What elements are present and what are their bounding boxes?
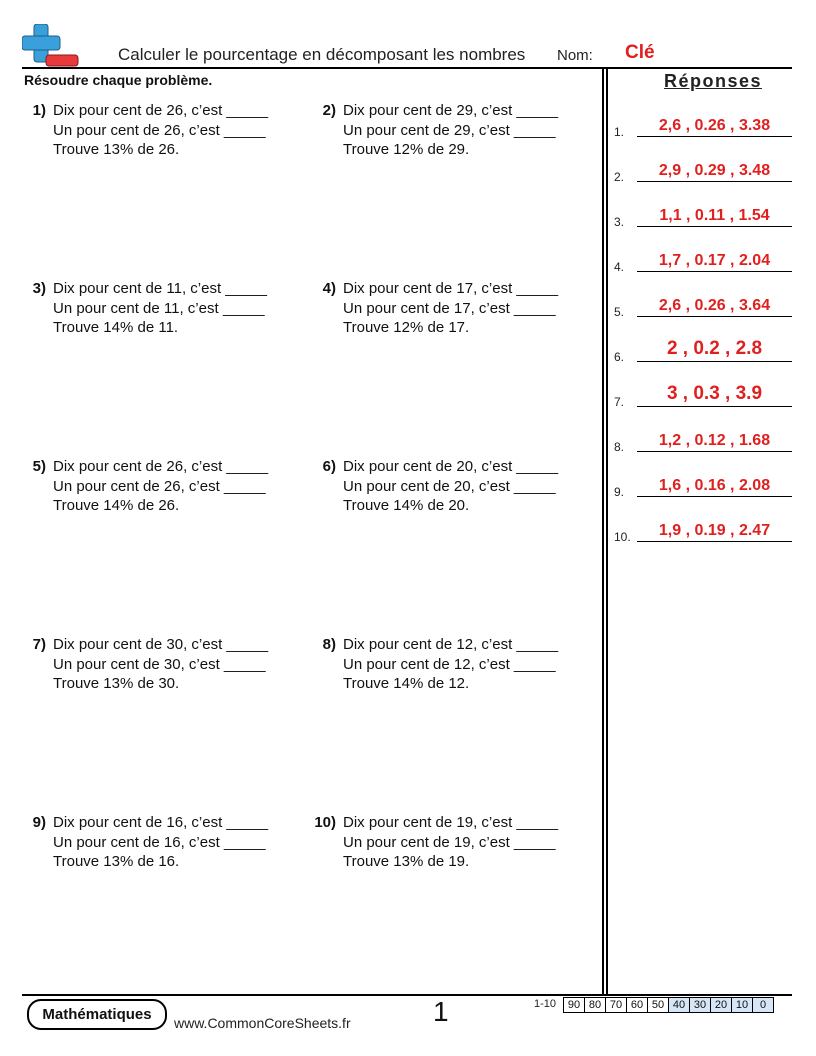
problem-number: 4): [322, 280, 336, 297]
answer-value: 3 , 0.3 , 3.9: [666, 383, 763, 404]
answer-number: 10.: [614, 530, 631, 544]
answer-line: [637, 226, 792, 227]
answer-number: 1.: [614, 125, 625, 139]
answer-line: [637, 406, 792, 407]
answer-line: [637, 271, 792, 272]
answer-row: [614, 205, 792, 229]
score-cell: 50: [648, 998, 669, 1013]
answer-line: [637, 316, 792, 317]
instructions: Résoudre chaque problème.: [24, 72, 213, 88]
answer-number: 7.: [614, 395, 625, 409]
problem-number: 3): [32, 280, 46, 297]
problem-line: Dix pour cent de 17, c’est _____: [343, 280, 559, 297]
problem-number: 9): [32, 814, 46, 831]
score-cell: 70: [606, 998, 627, 1013]
problem-line: Un pour cent de 11, c’est _____: [53, 299, 265, 317]
problem-line: Dix pour cent de 26, c’est _____: [53, 102, 269, 119]
problem-number: 6): [322, 458, 336, 475]
answer-number: 3.: [614, 215, 625, 229]
column-divider: [602, 67, 604, 995]
problem-line: Trouve 14% de 11.: [53, 319, 179, 336]
problem-number: 5): [32, 458, 46, 475]
problem-line: Trouve 12% de 17.: [343, 319, 470, 336]
answer-value: 1,9 , 0.19 , 2.47: [658, 522, 771, 539]
answer-number: 6.: [614, 350, 625, 364]
answer-row: [614, 115, 792, 139]
column-divider: [606, 67, 608, 995]
problem-number: 2): [322, 102, 336, 119]
answer-number: 2.: [614, 170, 625, 184]
worksheet-title: Calculer le pourcentage en décomposant les nombres: [118, 45, 526, 64]
problem-line: Trouve 13% de 30.: [53, 675, 180, 692]
answer-row: [614, 520, 792, 544]
problem-line: Un pour cent de 19, c’est _____: [343, 833, 556, 851]
problem-line: Trouve 13% de 26.: [53, 141, 180, 158]
problem-number: 7): [32, 636, 46, 653]
problem-line: Trouve 14% de 20.: [343, 497, 470, 514]
problem-line: Trouve 12% de 29.: [343, 141, 470, 158]
answer-line: [637, 541, 792, 542]
answer-key-label: Clé: [625, 42, 655, 63]
problem-line: Un pour cent de 16, c’est _____: [53, 833, 266, 851]
problem-line: Un pour cent de 29, c’est _____: [343, 121, 556, 139]
answer-number: 8.: [614, 440, 625, 454]
name-label: Nom:: [557, 47, 593, 64]
score-cell: 90: [564, 998, 585, 1013]
problem-line: Dix pour cent de 16, c’est _____: [53, 814, 269, 831]
answer-row: [614, 385, 792, 409]
page-number: 1: [433, 996, 449, 1027]
problem-line: Dix pour cent de 29, c’est _____: [343, 102, 559, 119]
problem-line: Dix pour cent de 11, c’est _____: [53, 280, 268, 297]
footer-divider: [22, 994, 792, 996]
problem-line: Trouve 14% de 12.: [343, 675, 470, 692]
answer-number: 5.: [614, 305, 625, 319]
problem-line: Un pour cent de 26, c’est _____: [53, 477, 266, 495]
plus-minus-logo-icon: [22, 24, 80, 68]
answer-value: 1,6 , 0.16 , 2.08: [658, 477, 771, 494]
answer-line: [637, 451, 792, 452]
answer-value: 1,2 , 0.12 , 1.68: [658, 432, 771, 449]
problem-line: Trouve 14% de 26.: [53, 497, 180, 514]
answer-line: [637, 361, 792, 362]
score-cell: 40: [669, 998, 690, 1013]
score-cell: 0: [753, 998, 774, 1013]
brand-badge: Mathématiques: [27, 999, 167, 1030]
score-cell: 20: [711, 998, 732, 1013]
problem-line: Un pour cent de 12, c’est _____: [343, 655, 556, 673]
score-cell: 60: [627, 998, 648, 1013]
answer-row: [614, 295, 792, 319]
answer-number: 4.: [614, 260, 625, 274]
answer-value: 1,1 , 0.11 , 1.54: [659, 207, 770, 224]
problem-line: Un pour cent de 26, c’est _____: [53, 121, 266, 139]
answer-value: 1,7 , 0.17 , 2.04: [658, 252, 771, 269]
problem-line: Dix pour cent de 12, c’est _____: [343, 636, 559, 653]
answer-line: [637, 181, 792, 182]
answer-line: [637, 496, 792, 497]
problem-line: Un pour cent de 30, c’est _____: [53, 655, 266, 673]
answer-line: [637, 136, 792, 137]
header-divider: [22, 67, 792, 69]
problem-line: Dix pour cent de 20, c’est _____: [343, 458, 559, 475]
site-url: www.CommonCoreSheets.fr: [174, 1015, 351, 1031]
problem-number: 1): [32, 102, 46, 119]
answers-title: Réponses: [663, 71, 763, 91]
answer-value: 2,6 , 0.26 , 3.64: [658, 297, 771, 314]
answer-row: [614, 160, 792, 184]
answer-value: 2,6 , 0.26 , 3.38: [658, 117, 771, 134]
answer-row: [614, 430, 792, 454]
answer-row: [614, 475, 792, 499]
answer-row: [614, 340, 792, 364]
problem-line: Dix pour cent de 30, c’est _____: [53, 636, 269, 653]
problem-line: Dix pour cent de 19, c’est _____: [343, 814, 559, 831]
problem-line: Trouve 13% de 19.: [343, 853, 470, 870]
score-cell: 10: [732, 998, 753, 1013]
problem-line: Trouve 13% de 16.: [53, 853, 180, 870]
answer-row: [614, 250, 792, 274]
score-range-label: 1-10: [534, 998, 557, 1010]
problem-number: 10): [314, 814, 336, 831]
problem-line: Un pour cent de 20, c’est _____: [343, 477, 556, 495]
problem-number: 8): [322, 636, 336, 653]
score-cell: 80: [585, 998, 606, 1013]
problem-line: Un pour cent de 17, c’est _____: [343, 299, 556, 317]
score-table: [563, 997, 774, 1013]
score-cell: 30: [690, 998, 711, 1013]
answer-value: 2,9 , 0.29 , 3.48: [658, 162, 771, 179]
problem-line: Dix pour cent de 26, c’est _____: [53, 458, 269, 475]
answer-value: 2 , 0.2 , 2.8: [666, 338, 763, 359]
answer-number: 9.: [614, 485, 625, 499]
